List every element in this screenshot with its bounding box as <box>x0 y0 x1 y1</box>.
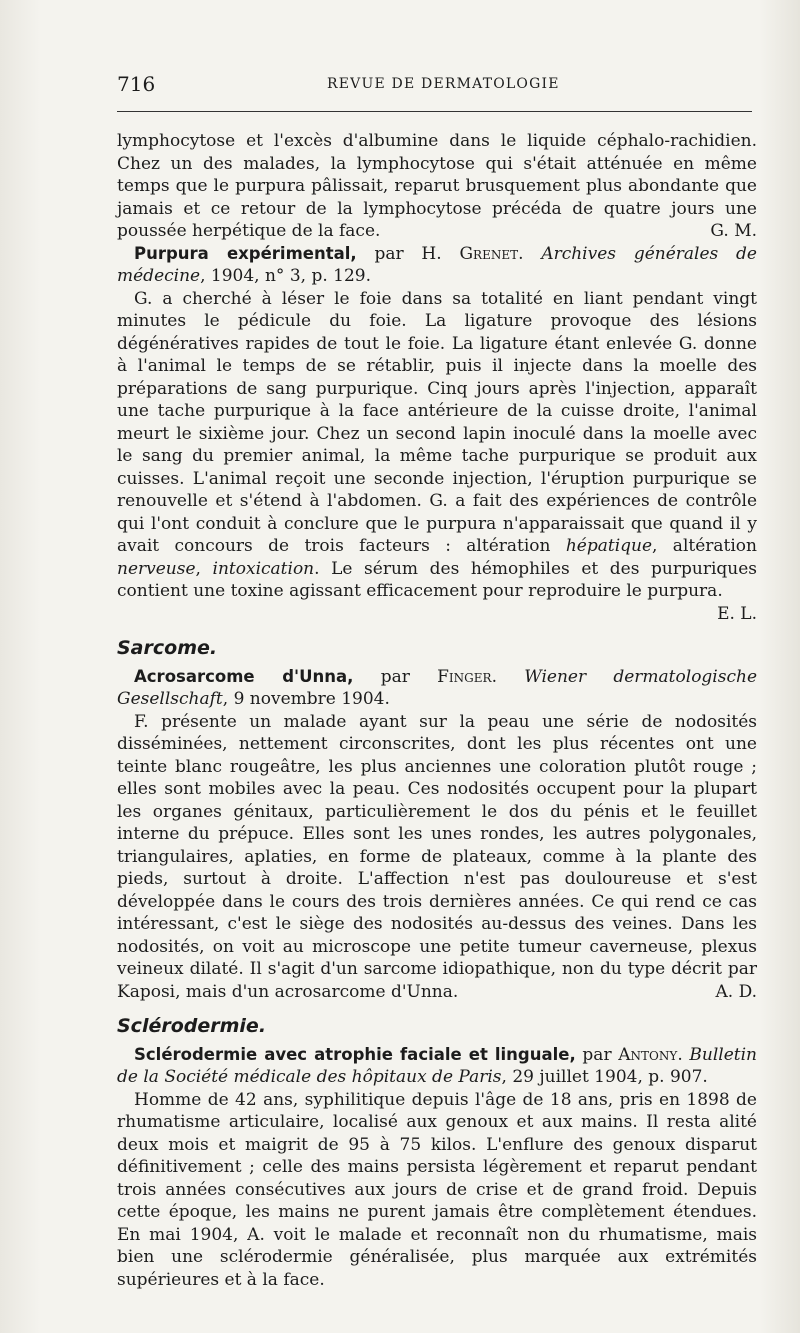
running-title: REVUE DE DERMATOLOGIE <box>327 76 560 92</box>
section-heading: Sclérodermie. <box>117 1015 267 1037</box>
article-title: Acrosarcome d'Unna, <box>134 666 354 686</box>
section-heading: Sarcome. <box>117 637 218 659</box>
body-text <box>117 130 757 1291</box>
paragraph-continuation: lymphocytose et l'excès d'albumine dans le liquide céphalo-rachidien. Chez un des malades, la lymphocytose qui s'était atténuée en même temps que le purpura pâlissait, reparut brusquement plus abondante que jamais et ce retour de la lymphocytose précéda de quatre jours une poussée herpétique de la face. G. M. <box>117 131 757 241</box>
page-number: 716 <box>117 72 156 96</box>
signature: G. M. <box>710 221 757 241</box>
journal-name: Bulletin de la Société médicale des hôpitaux de Paris <box>117 1044 757 1087</box>
article-body: F. présente un malade ayant sur la peau une série de nodosités disséminées, nettement circonscrites, dont les plus récentes ont une teinte blanc rougeâtre, les plus anciennes une coloration plutôt rouge ; elles sont mobiles avec la peau. Ces nodosités occupent pour la plupart les organes génitaux, particulièrement le dos du pénis et le feuillet interne du prépuce. Elles sont les unes rondes, les autres polygonales, triangulaires, aplaties, en forme de plateaux, comme à la plante des pieds, surtout à droite. L'affection n'est pas douloureuse et s'est développée dans le cours des trois dernières années. Ce qui rend ce cas intéressant, c'est le siège des nodosités au-dessus des veines. Dans les nodosités, on voit au microscope une petite tumeur caverneuse, plexus veineux dilaté. Il s'agit d'un sarcome idiopathique, non du type décrit par Kaposi, mais d'un acrosarcome d'Unna. A. D. <box>117 711 757 1002</box>
article-body: Homme de 42 ans, syphilitique depuis l'âge de 18 ans, pris en 1898 de rhumatisme articulaire, localisé aux genoux et aux mains. Il resta alité deux mois et maigrit de 95 à 75 kilos. L'enflure des genoux disparut définitivement ; celle des mains persista légèrement et reparut pendant trois années consécutives aux jours de crise et de grand froid. Depuis cette époque, les mains ne purent jamais être complètement étendues. En mai 1904, A. voit le malade et reconnaît non du rhumatisme, mais bien une sclérodermie généralisée, plus marquée aux extrémités supérieures et à la face. <box>117 1089 757 1290</box>
article-author: Grenet <box>459 243 519 264</box>
article-author: Antony <box>618 1044 678 1065</box>
article-title: Sclérodermie avec atrophie faciale et linguale, <box>134 1044 576 1064</box>
signature: E. L. <box>717 603 757 624</box>
header-rule <box>117 111 752 112</box>
journal-name: Archives générales de médecine <box>117 243 757 286</box>
article-title: Purpura expérimental, <box>134 243 357 263</box>
page-header <box>117 72 752 102</box>
article-author: Finger <box>437 666 492 687</box>
article-heading: Sclérodermie avec atrophie faciale et linguale, par Antony. Bulletin de la Société médicale des hôpitaux de Paris, 29 juillet 1904, p. 907. <box>117 1044 757 1087</box>
article-body: G. a cherché à léser le foie dans sa totalité en liant pendant vingt minutes le pédicule du foie. La ligature provoque des lésions dégénératives rapides de tout le foie. La ligature étant enlevée G. donne à l'animal le temps de se rétablir, puis il injecte dans la moelle des préparations de sang purpurique. Cinq jours après l'injection, apparaît une tache purpurique à la face antérieure de la cuisse droite, l'animal meurt le sixième jour. Chez un second lapin inoculé dans la moelle avec le sang du premier animal, la même tache purpurique se produit aux cuisses. L'animal reçoit une seconde injection, l'éruption purpurique se renouvelle et s'étend à l'abdomen. G. a fait des expériences de contrôle qui l'ont conduit à conclure que le purpura n'apparaissait que quand il y avait concours de trois facteurs : altération hépatique, altération nerveuse, intoxication. Le sérum des hémophiles et des purpuriques contient une toxine agissant efficacement pour reproduire le purpura. E. L. <box>117 288 758 624</box>
signature: A. D. <box>715 981 757 1002</box>
article-heading: Acrosarcome d'Unna, par Finger. Wiener dermatologische Gesellschaft, 9 novembre 1904. <box>117 666 757 709</box>
article-heading: Purpura expérimental, par H. Grenet. Archives générales de médecine, 1904, n° 3, p. 129. <box>117 243 757 286</box>
journal-name: Wiener dermatologische Gesellschaft <box>117 666 757 709</box>
